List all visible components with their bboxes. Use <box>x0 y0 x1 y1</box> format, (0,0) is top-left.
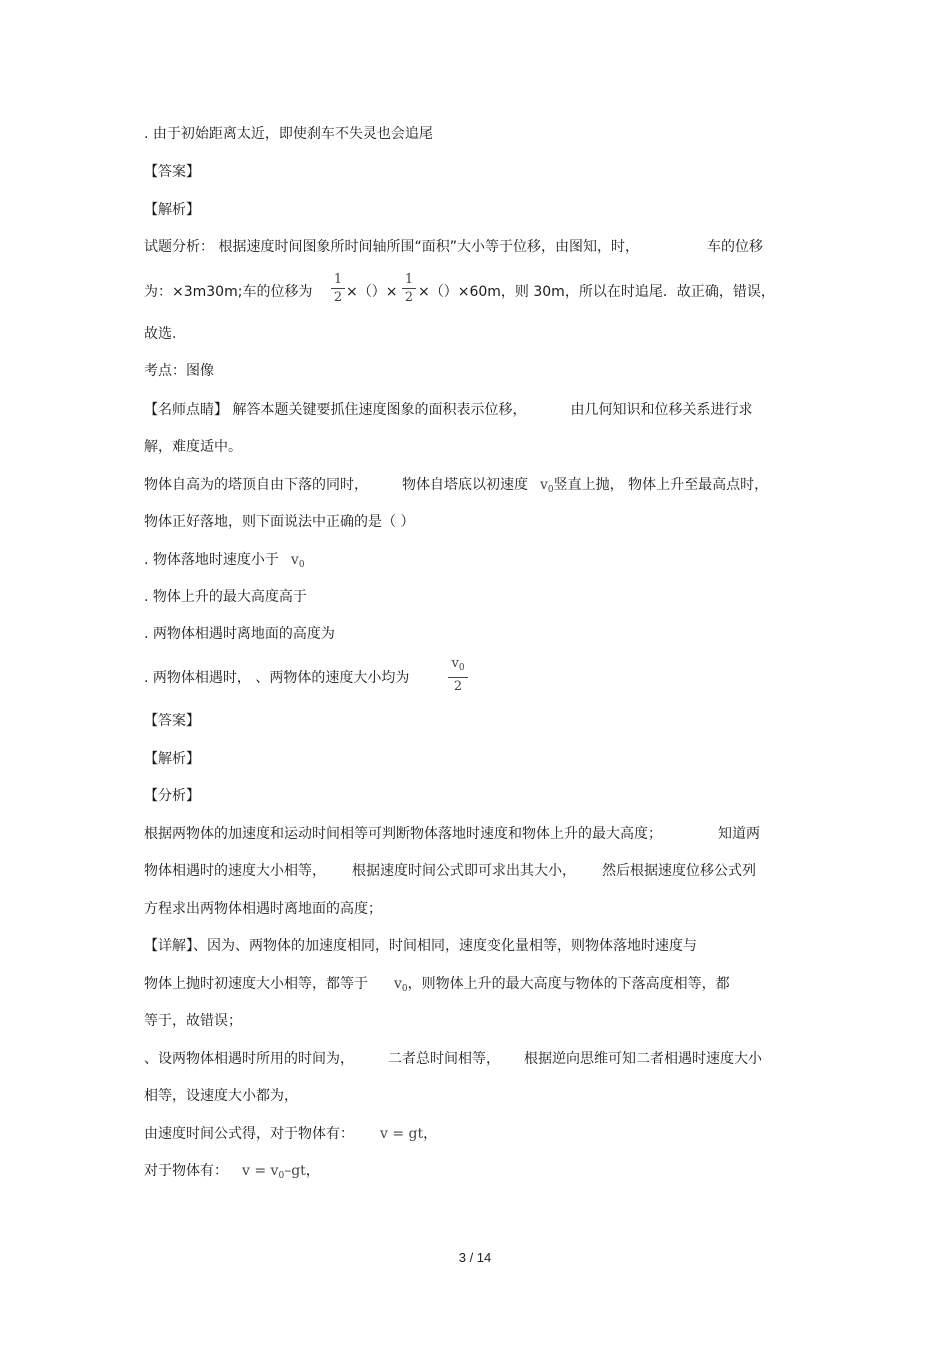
fraction-v0-over-2 <box>448 656 468 694</box>
breakdown-text <box>144 824 760 844</box>
math-symbol: v <box>540 477 548 493</box>
numerator: 1 <box>333 272 343 287</box>
analysis-text <box>418 282 775 302</box>
math-subscript: 0 <box>458 663 465 673</box>
denominator: 2 <box>333 290 343 305</box>
detailed-text <box>144 1161 320 1186</box>
answer-heading: 【答案】 <box>144 164 200 180</box>
math-symbol: –gt <box>284 1163 306 1179</box>
math-subscript: 0 <box>401 984 408 994</box>
text-segment: 物体相遇时的速度大小相等， <box>144 863 326 879</box>
text-segment: 对于物体有： <box>144 1163 228 1179</box>
text-segment: 为：×3m30m;车的位移为 <box>144 284 313 300</box>
detailed-text: 等于，故错误； <box>144 1013 242 1029</box>
answer-heading: 【答案】 <box>144 713 200 729</box>
page-number: 3 / 14 <box>458 1250 492 1265</box>
text-segment: 车的位移 <box>706 239 763 255</box>
text-segment: ，则物体上升的最大高度与物体的下落高度相等，都 <box>407 976 730 992</box>
math-symbol: v <box>290 552 299 568</box>
analysis-text: 故选. <box>144 326 177 342</box>
denominator: 2 <box>404 290 414 305</box>
breakdown-text <box>144 861 756 881</box>
text-segment: 根据逆向思维可知二者相遇时速度大小 <box>524 1051 762 1067</box>
breakdown-heading: 【分析】 <box>144 788 200 804</box>
math-subscript: 0 <box>298 560 305 570</box>
text-segment: 二者总时间相等， <box>388 1051 500 1067</box>
text-segment: 物体自塔底以初速度 <box>402 477 528 493</box>
text-segment: 由速度时间公式得，对于物体有： <box>144 1126 354 1142</box>
math-subscript: 0 <box>547 485 554 495</box>
math-v0 <box>540 477 554 493</box>
detailed-text: 相等，设速度大小都为， <box>144 1088 298 1104</box>
fraction-bar <box>448 677 468 678</box>
text-segment: 【名师点睛】 解答本题关键要抓住速度图象的面积表示位移， <box>144 402 527 418</box>
knowledge-point: 考点：图像 <box>144 363 214 379</box>
option-line: . 由于初始距离太近，即使刹车不失灵也会追尾 <box>144 126 433 142</box>
math-symbol: v = v <box>242 1163 279 1179</box>
teacher-tip: 解，难度适中。 <box>144 439 242 455</box>
math-v0 <box>394 976 408 992</box>
denominator: 2 <box>453 679 463 694</box>
option-d: . 两物体相遇时， 、两物体的速度大小均为 <box>144 670 410 686</box>
text-segment: ×（）×60m，则 30m，所以在时追尾．故正确，错误， <box>418 284 775 300</box>
detailed-text: 【详解】、因为、两物体的加速度相同，时间相同，速度变化量相等，则物体落地时速度与 <box>144 938 697 954</box>
text-segment: 根据两物体的加速度和运动时间相等可判断物体落地时速度和物体上升的最大高度； <box>144 826 662 842</box>
text-segment: . 物体落地时速度小于 <box>144 552 279 568</box>
analysis-text <box>144 282 312 302</box>
text-segment: 试题分析： 根据速度时间图象所时间轴所围“面积”大小等于位移，由图知，时， <box>144 239 639 255</box>
equation-v-gt: v = gt <box>380 1126 424 1142</box>
option-b: . 物体上升的最大高度高于 <box>144 589 307 605</box>
text-segment: 物体自高为的塔顶自由下落的同时， <box>144 477 368 493</box>
option-c: . 两物体相遇时离地面的高度为 <box>144 626 335 642</box>
text-segment: 、设两物体相遇时所用的时间为， <box>144 1051 354 1067</box>
fraction-half <box>331 272 345 305</box>
text-segment: 由几何知识和位移关系进行求 <box>570 402 753 418</box>
equation-v-v0-gt <box>242 1163 306 1179</box>
analysis-heading: 【解析】 <box>144 751 200 767</box>
fraction-half <box>402 272 416 305</box>
text-segment: 然后根据速度位移公式列 <box>602 863 756 879</box>
text-segment: 竖直上抛， 物体上升至最高点时， <box>553 477 769 493</box>
text-segment: 根据速度时间公式即可求出其大小， <box>352 863 576 879</box>
text-segment: ， <box>305 1163 320 1179</box>
detailed-text <box>144 1124 437 1144</box>
text-segment: ， <box>423 1126 438 1142</box>
analysis-text <box>144 237 763 257</box>
math-subscript: 0 <box>278 1171 285 1181</box>
detailed-text <box>144 1049 762 1069</box>
math-v0 <box>291 552 305 568</box>
fraction-bar <box>331 288 345 289</box>
detailed-text <box>144 974 730 999</box>
numerator <box>448 656 468 676</box>
text-segment: ×（）× <box>346 284 398 300</box>
question-stem: 物体正好落地，则下面说法中正确的是（ ） <box>144 514 415 530</box>
text-segment: 物体上抛时初速度大小相等，都等于 <box>144 976 368 992</box>
math-symbol: v <box>394 976 402 992</box>
option-a <box>144 550 305 575</box>
fraction-bar <box>402 288 416 289</box>
math-symbol: v <box>451 656 459 671</box>
breakdown-text: 方程求出两物体相遇时离地面的高度； <box>144 901 382 917</box>
numerator: 1 <box>404 272 414 287</box>
analysis-text <box>346 282 397 302</box>
text-segment: 知道两 <box>718 826 760 842</box>
teacher-tip <box>144 400 752 420</box>
question-stem <box>144 475 768 500</box>
analysis-heading: 【解析】 <box>144 202 200 218</box>
